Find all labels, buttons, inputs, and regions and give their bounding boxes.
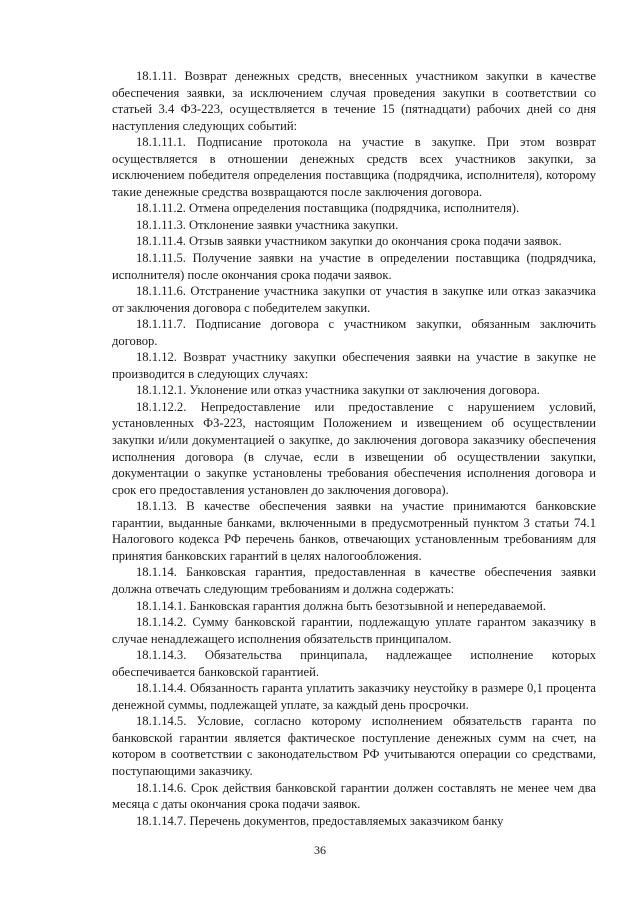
paragraph-18-1-14: 18.1.14. Банковская гарантия, предоставленная в качестве обеспечения заявки должна отвечать следующим требованиям и должна содержать:: [112, 565, 596, 596]
page-number: 36: [314, 843, 326, 857]
paragraph-18-1-11-6: 18.1.11.6. Отстранение участника закупки от участия в закупке или отказ заказчика от заключения договора с победителем закупки.: [112, 284, 596, 315]
paragraph-18-1-11-7: 18.1.11.7. Подписание договора с участником закупки, обязанным заключить договор.: [112, 317, 596, 348]
paragraph-18-1-12-1: 18.1.12.1. Уклонение или отказ участника закупки от заключения договора.: [136, 383, 540, 398]
paragraph-18-1-13: 18.1.13. В качестве обеспечения заявки на участие принимаются банковские гарантии, выданные банками, включенными в предусмотренный пунктом 3 статьи 74.1 Налогового кодекса РФ перечень банков, отвечающих установленным требованиям для принятия банковских гарантий в целях налогообложения.: [112, 499, 596, 563]
paragraph-18-1-11-4: 18.1.11.4. Отзыв заявки участником закупки до окончания срока подачи заявок.: [136, 234, 562, 249]
paragraph-18-1-14-3: 18.1.14.3. Обязательства принципала, надлежащее исполнение которых обеспечивается банковской гарантией.: [112, 648, 596, 679]
paragraph-18-1-11-1: 18.1.11.1. Подписание протокола на участие в закупке. При этом возврат осуществляется в отношении денежных средств всех участников закупки, за исключением победителя определения поставщика (подрядчика, исполнителя), которому такие денежные средства возвращаются после заключения договора.: [112, 135, 596, 199]
paragraph-18-1-14-4: 18.1.14.4. Обязанность гаранта уплатить заказчику неустойку в размере 0,1 процента денежной суммы, подлежащей уплате, за каждый день просрочки.: [112, 681, 596, 712]
paragraph-18-1-14-7: 18.1.14.7. Перечень документов, предоставляемых заказчиком банку: [136, 813, 504, 828]
paragraph-18-1-14-1: 18.1.14.1. Банковская гарантия должна быть безотзывной и непередаваемой.: [136, 598, 546, 613]
paragraph-18-1-11-2: 18.1.11.2. Отмена определения поставщика (подрядчика, исполнителя).: [136, 201, 520, 216]
document-body: [112, 68, 596, 829]
paragraph-18-1-11-5: 18.1.11.5. Получение заявки на участие в определении поставщика (подрядчика, исполнителя) после окончания срока подачи заявок.: [112, 251, 596, 282]
paragraph-18-1-14-6: 18.1.14.6. Срок действия банковской гарантии должен составлять не менее чем два месяца с даты окончания срока подачи заявок.: [112, 780, 596, 812]
paragraph-18-1-14-5: 18.1.14.5. Условие, согласно которому исполнением обязательств гаранта по банковской гарантии является фактическое поступление денежных сумм на счет, на котором в соответствии с законодательством РФ учитываются операции со средствами, поступающими заказчику.: [112, 714, 596, 778]
paragraph-18-1-11: 18.1.11. Возврат денежных средств, внесенных участником закупки в качестве обеспечения заявки, за исключением случая проведения закупки в соответствии со статьей 3.4 ФЗ-223, осуществляется в течение 15 (пятнадцати) рабочих дней со дня наступления следующих событий:: [112, 69, 596, 133]
paragraph-18-1-12: 18.1.12. Возврат участнику закупки обеспечения заявки на участие в закупке не производится в следующих случаях:: [112, 350, 596, 381]
paragraph-18-1-14-2: 18.1.14.2. Сумму банковской гарантии, подлежащую уплате гарантом заказчику в случае ненадлежащего исполнения обязательств принципалом.: [112, 615, 596, 646]
paragraph-18-1-12-2: 18.1.12.2. Непредоставление или предоставление с нарушением условий, установленных ФЗ-223, настоящим Положением и извещением об осуществлении закупки и/или документацией о закупке, до заключения договора заказчику обеспечения исполнения договора (в случае, если в извещении об осуществлении закупки, документации о закупке установлены требования обеспечения исполнения договора и срок его предоставления установлен до заключения договора).: [112, 399, 596, 497]
paragraph-18-1-11-3: 18.1.11.3. Отклонение заявки участника закупки.: [136, 217, 399, 232]
